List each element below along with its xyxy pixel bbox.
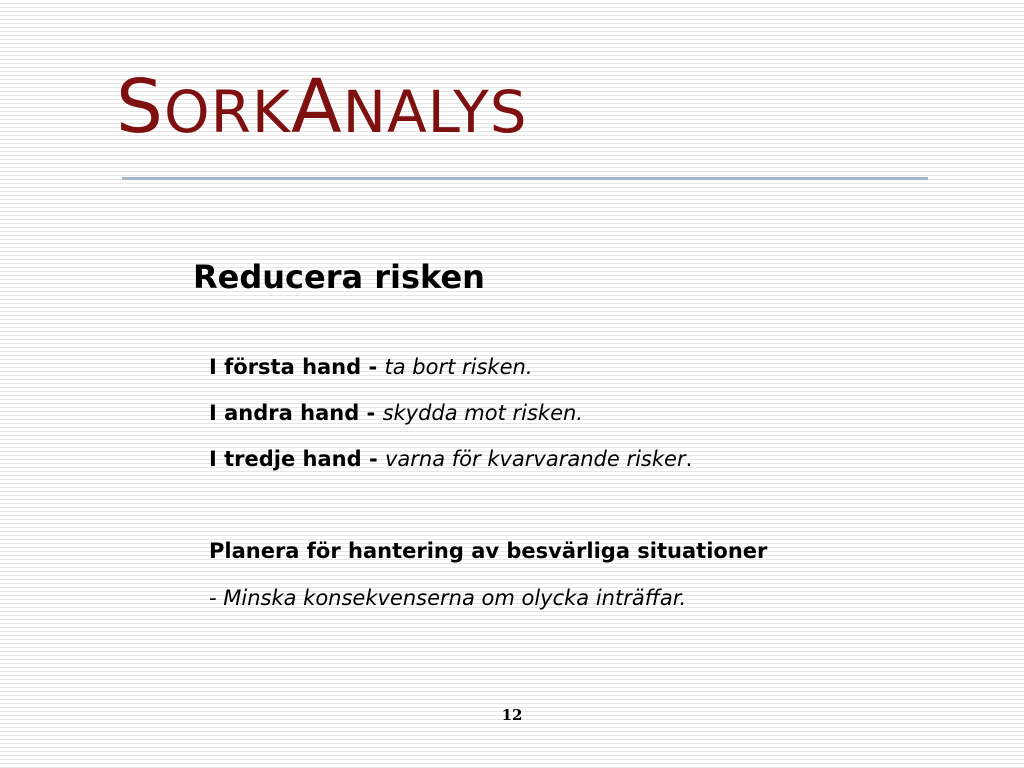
planning-subheading [209, 539, 767, 564]
page-number: 12 [501, 706, 523, 724]
title-divider [122, 177, 928, 180]
planning-note-text: - Minska konsekvenserna om olycka inträffar. [209, 586, 687, 610]
planning-note [209, 586, 686, 611]
risk-step-2 [209, 401, 583, 426]
risk-step-3-label: I tredje hand - [209, 447, 385, 471]
risk-step-3-text: varna för kvarvarande risker [385, 447, 686, 471]
risk-step-2-label: I andra hand - [209, 401, 383, 425]
title-initial-s: S [116, 64, 164, 150]
risk-step-3-tail: . [685, 447, 693, 471]
planning-subheading-text: Planera för hantering av besvärliga situationer [209, 539, 768, 563]
risk-step-1-text: ta bort risken. [384, 355, 533, 379]
slide-title [116, 64, 528, 150]
title-initial-a: A [290, 64, 343, 150]
title-rest-nalys: NALYS [342, 78, 528, 146]
title-rest-ork: ORK [163, 78, 291, 146]
section-heading: Reducera risken [193, 258, 485, 296]
risk-step-1 [209, 355, 533, 380]
risk-step-2-text: skydda mot risken. [382, 401, 583, 425]
risk-step-1-label: I första hand - [209, 355, 385, 379]
risk-step-3 [209, 447, 692, 472]
